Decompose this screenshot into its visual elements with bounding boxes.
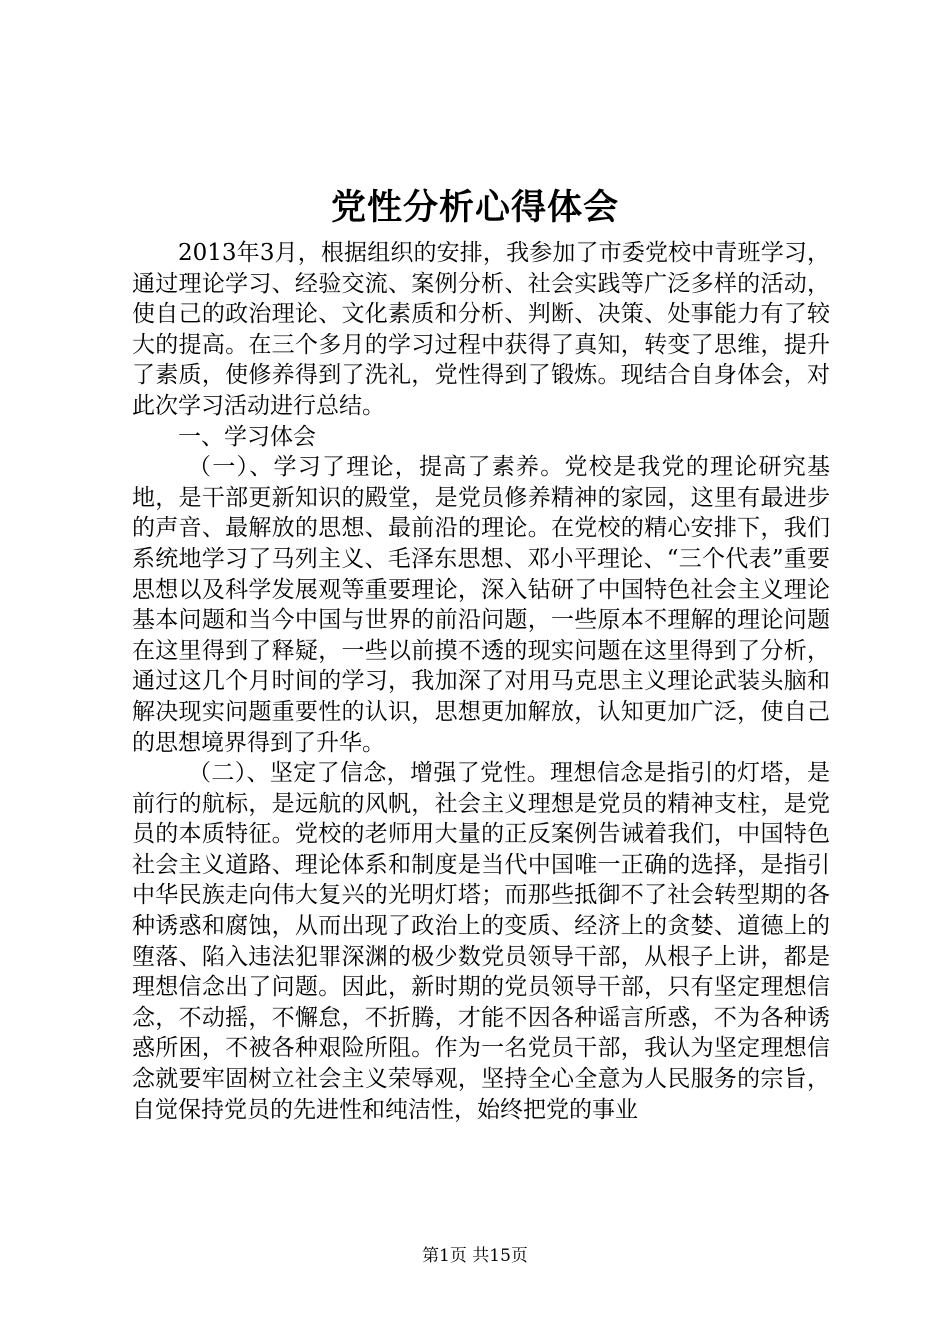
- section-heading: 一、学习体会: [178, 423, 316, 450]
- subsection-paragraph-1: （一）、学习了理论，提高了素养。党校是我党的理论研究基地，是干部更新知识的殿堂，是党员修养精神的家园，这里有最进步的声音、最解放的思想、最前沿的理论。在党校的精心安排下，我们系统地学习了马列主义、毛泽东思想、邓小平理论、“三个代表”重要思想以及科学发展观等重要理论，深入钻研了中国特色社会主义理论基本问题和当今中国与世界的前沿问题，一些原本不理解的理论问题在这里得到了释疑，一些以前摸不透的现实问题在这里得到了分析，通过这几个月时间的学习，我加深了对用马克思主义理论武装头脑和解决现实问题重要性的认识，思想更加解放，认知更加广泛，使自己的思想境界得到了升华。: [132, 454, 830, 756]
- document-body: [132, 238, 830, 1125]
- page-number-footer: 第1页 共15页: [422, 1246, 528, 1266]
- subsection-paragraph-2: （二）、坚定了信念，增强了党性。理想信念是指引的灯塔，是前行的航标，是远航的风帆，社会主义理想是党员的精神支柱，是党员的本质特征。党校的老师用大量的正反案例告诫着我们，中国特色社会主义道路、理论体系和制度是当代中国唯一正确的选择，是指引中华民族走向伟大复兴的光明灯塔；而那些抵御不了社会转型期的各种诱惑和腐蚀，从而出现了政治上的变质、经济上的贪婪、道德上的堕落、陷入违法犯罪深渊的极少数党员领导干部，从根子上讲，都是理想信念出了问题。因此，新时期的党员领导干部，只有坚定理想信念，不动摇，不懈怠，不折腾，才能不因各种谣言所惑，不为各种诱惑所困，不被各种艰险所阻。作为一名党员干部，我认为坚定理想信念就要牢固树立社会主义荣辱观，坚持全心全意为人民服务的宗旨，自觉保持党员的先进性和纯洁性，始终把党的事业: [132, 760, 830, 1123]
- document-title: 党性分析心得体会: [330, 187, 619, 228]
- intro-paragraph: 2013年3月，根据组织的安排，我参加了市委党校中青班学习，通过理论学习、经验交流、案例分析、社会实践等广泛多样的活动，使自己的政治理论、文化素质和分析、判断、决策、处事能力有了较大的提高。在三个多月的学习过程中获得了真知，转变了思维，提升了素质，使修养得到了洗礼，党性得到了锻炼。现结合自身体会，对此次学习活动进行总结。: [132, 240, 830, 419]
